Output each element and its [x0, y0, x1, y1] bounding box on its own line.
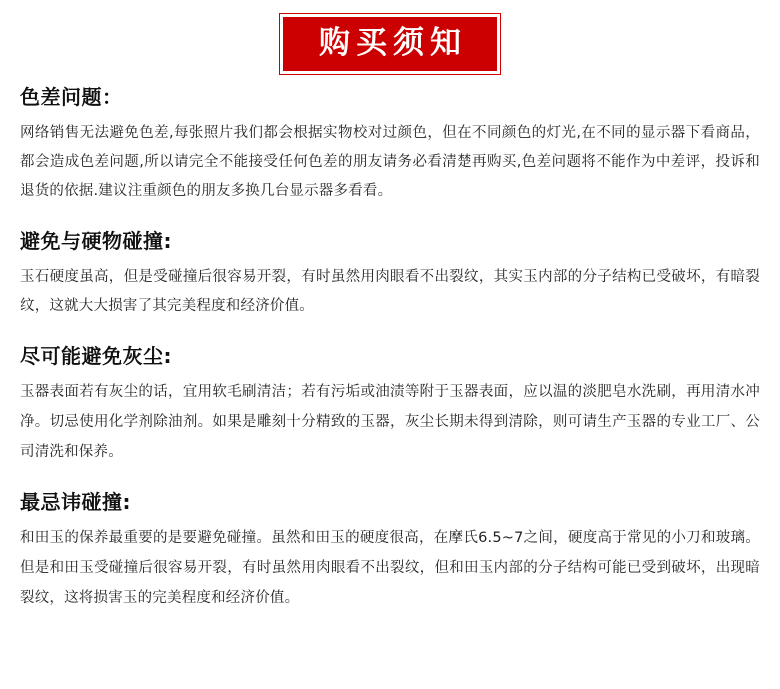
section-color-difference [16, 84, 764, 206]
page-title: 购买须知 [280, 14, 500, 74]
section-title: 最忌讳碰撞: [20, 490, 131, 515]
section-title: 色差问题： [20, 85, 123, 110]
section-body: 玉器表面若有灰尘的话，宜用软毛刷清洁；若有污垢或油渍等附于玉器表面，应以温的淡肥皂水洗刷，再用清水冲净。切忌使用化学剂除油剂。如果是雕刻十分精致的玉器，灰尘长期未得到清除，则可请生产玉器的专业工厂、公司清洗和保养。 [20, 384, 760, 460]
section-body: 玉石硬度虽高，但是受碰撞后很容易开裂，有时虽然用肉眼看不出裂纹，其实玉内部的分子结构已受破坏，有暗裂纹，这就大大损害了其完美程度和经济价值。 [20, 269, 760, 315]
section-body: 和田玉的保养最重要的是要避免碰撞。虽然和田玉的硬度很高，在摩氏6.5~7之间，硬度高于常见的小刀和玻璃。但是和田玉受碰撞后很容易开裂，有时虽然用肉眼看不出裂纹，但和田玉内部的分子结构可能已受到破坏，出现暗裂纹，这将损害玉的完美程度和经济价值。 [20, 530, 760, 606]
banner-container [16, 0, 764, 84]
section-title: 避免与硬物碰撞: [20, 229, 172, 254]
section-avoid-hard-impact [16, 228, 764, 321]
section-avoid-collision [16, 489, 764, 613]
section-body: 网络销售无法避免色差,每张照片我们都会根据实物校对过颜色，但在不同颜色的灯光,在不同的显示器下看商品，都会造成色差问题,所以请完全不能接受任何色差的朋友请务必看清楚再购买,色差问题将不能作为中差评，投诉和退货的依据.建议注重颜色的朋友多换几台显示器多看看。 [20, 125, 760, 200]
section-title: 尽可能避免灰尘: [20, 344, 172, 369]
section-avoid-dust [16, 343, 764, 467]
